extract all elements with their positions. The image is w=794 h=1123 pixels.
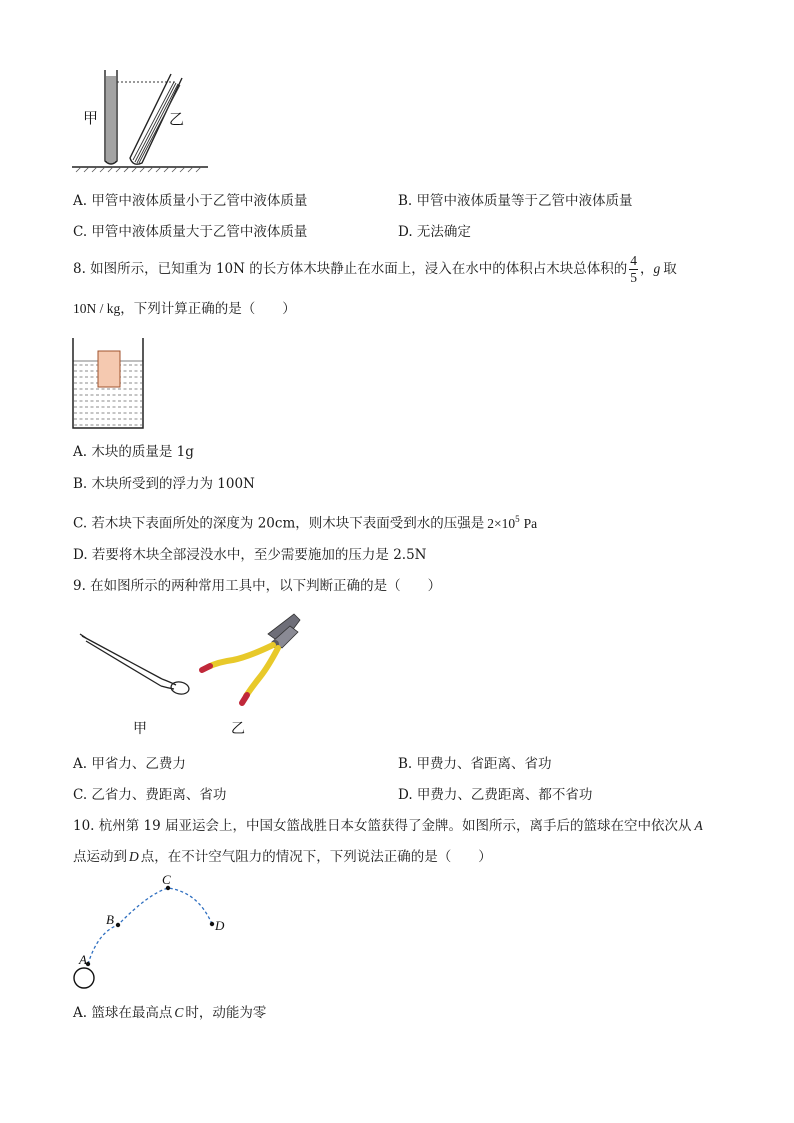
q8-option-c-unit: Pa	[523, 515, 538, 531]
q10-stem-line1-text: 10. 杭州第 19 届亚运会上，中国女篮战胜日本女篮获得了金牌。如图所示，离手后的篮球在空中依次从	[73, 818, 692, 834]
q10-option-a-post: 时，动能为零	[185, 1005, 267, 1021]
q10-stem-line2	[73, 847, 492, 867]
q9-option-a[interactable]: A. 甲省力、乙费力	[73, 756, 186, 772]
q8-stem-part1: 8. 如图所示，已知重为 10N 的长方体木块静止在水面上，浸入在水中的体积占木块总体积的	[73, 261, 628, 277]
q10-stem-line1-a: A	[694, 818, 703, 833]
q8-option-c-value: 2×10	[487, 515, 516, 531]
q9-option-b[interactable]: B. 甲费力、省距离、省功	[398, 756, 552, 772]
q8-option-a[interactable]: A. 木块的质量是 1g	[73, 444, 194, 460]
q7-option-d[interactable]: D. 无法确定	[398, 224, 471, 240]
q8-stem-line1: 8. 如图所示，已知重为 10N 的长方体木块静止在水面上，浸入在水中的体积占木块总体积的 $\frac{4}{5}$ ， g 取	[73, 252, 677, 285]
q10-trajectory-figure	[70, 872, 240, 992]
q9-label-yi: 乙	[231, 721, 245, 737]
q8-g-symbol: g	[653, 261, 661, 276]
tweezers-icon	[82, 636, 190, 695]
q8-stem-part2: 取	[663, 261, 677, 277]
q7-option-c[interactable]: C. 甲管中液体质量大于乙管中液体质量	[73, 224, 308, 240]
q9-label-jia: 甲	[133, 721, 147, 737]
q7-label-jia: 甲	[83, 109, 99, 127]
q10-stem-line2-d: D	[129, 849, 139, 864]
pliers-icon	[202, 614, 300, 703]
q10-option-a-pre: A. 篮球在最高点	[73, 1005, 173, 1021]
q8-fraction-numerator: 4	[630, 252, 637, 268]
q9-option-d[interactable]: D. 甲费力、乙费距离、都不省功	[398, 787, 593, 803]
q7-test-tubes-figure	[70, 66, 210, 176]
q8-stem-line2	[73, 299, 296, 319]
q10-stem-line2-end: 点，在不计空气阻力的情况下，下列说法正确的是（ ）	[140, 849, 492, 865]
q10-option-a[interactable]	[73, 1003, 266, 1023]
q8-option-c-text: C. 若木块下表面所处的深度为 20cm，则木块下表面受到水的压强是	[73, 515, 485, 532]
q8-fraction-denominator: 5	[630, 269, 637, 285]
q8-stem-line2-text: ，下列计算正确的是（ ）	[120, 301, 296, 317]
q8-g-value: 10N / kg	[73, 301, 121, 316]
q10-point-a: A	[79, 952, 87, 967]
q10-point-d: D	[215, 918, 225, 933]
q8-fraction	[629, 253, 638, 286]
q8-option-b[interactable]: B. 木块所受到的浮力为 100N	[73, 476, 255, 492]
q8-option-d[interactable]: D. 若要将木块全部浸没水中，至少需要施加的压力是 2.5N	[73, 547, 427, 563]
q8-option-c[interactable]	[73, 509, 537, 534]
q7-label-yi: 乙	[169, 110, 185, 128]
q9-option-c[interactable]: C. 乙省力、费距离、省功	[73, 787, 227, 803]
q10-stem-line1	[73, 816, 703, 836]
q8-option-c-exponent: 5	[515, 514, 520, 524]
q10-point-b: B	[106, 912, 114, 927]
q9-stem: 9. 在如图所示的两种常用工具中，以下判断正确的是（ ）	[73, 578, 442, 594]
q10-point-c: C	[162, 872, 171, 887]
q9-tools-figure	[78, 612, 308, 740]
q7-option-a[interactable]: A. 甲管中液体质量小于乙管中液体质量	[73, 193, 308, 209]
q10-stem-line2-start: 点运动到	[73, 849, 127, 865]
q7-option-b[interactable]: B. 甲管中液体质量等于乙管中液体质量	[398, 193, 633, 209]
q8-beaker-figure	[72, 338, 144, 430]
q10-option-a-c: C	[174, 1005, 184, 1020]
